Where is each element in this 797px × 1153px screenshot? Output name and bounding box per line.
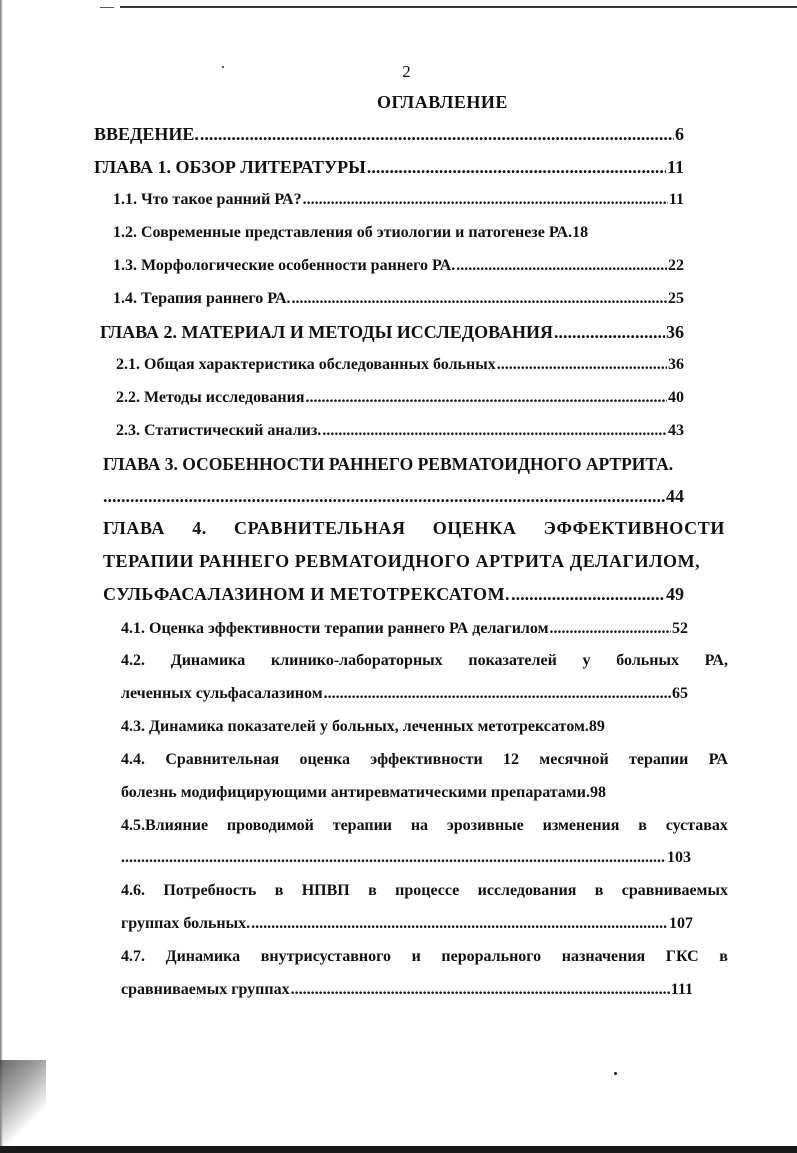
toc-entry-page: 6 — [675, 124, 684, 144]
toc-entry-page: 107 — [669, 915, 693, 932]
toc-entry-page: 40 — [668, 389, 684, 406]
word: 4. — [192, 518, 207, 538]
toc-entry-label: 4.3. Динамика показателей у больных, леченных метотрексатом. — [121, 718, 589, 735]
leader-dots — [549, 617, 671, 641]
toc-entry-page: 111 — [670, 981, 693, 998]
word: клинико-лабораторных — [270, 652, 443, 669]
word: внутрисуставного — [260, 948, 392, 965]
toc-entry-label: 2.1. Общая характеристика обследованных больных — [116, 356, 496, 373]
toc-entry-label: 2.2. Методы исследования — [116, 389, 305, 406]
word: проводимой — [226, 817, 314, 834]
word: Сравнительная — [165, 751, 280, 768]
toc-entry-page: 43 — [668, 422, 684, 439]
leader-dots — [497, 353, 667, 377]
toc-entry-chapter-2[interactable] — [100, 320, 684, 344]
toc-entry-2-2[interactable] — [116, 386, 684, 410]
word: в — [638, 817, 647, 834]
toc-entry-chapter-3-title[interactable]: ГЛАВА 3. ОСОБЕННОСТИ РАННЕГО РЕВМАТОИДНОГО АРТРИТА. — [103, 454, 674, 474]
word: в — [594, 882, 604, 899]
toc-entry-1-1[interactable] — [113, 188, 684, 212]
word: 4.6. — [121, 882, 145, 899]
toc-entry-4-2-line2[interactable] — [121, 682, 688, 706]
toc-entry-page: 65 — [672, 685, 688, 702]
leader-dots — [292, 287, 667, 311]
toc-entry-page: 44 — [666, 486, 684, 506]
toc-entry-label: 1.1. Что такое ранний РА? — [113, 191, 302, 208]
toc-entry-4-4-line1[interactable] — [121, 748, 728, 772]
word: в — [719, 948, 728, 965]
word: 4.4. — [121, 751, 145, 768]
toc-entry-label: группах больных. — [121, 915, 251, 932]
leader-dots — [367, 155, 666, 179]
leader-dots — [305, 386, 667, 410]
word: и — [411, 948, 421, 965]
toc-entry-page: 36 — [668, 356, 684, 373]
word: ГЛАВА — [103, 518, 166, 538]
leader-dots — [554, 320, 665, 344]
word: терапии — [629, 751, 689, 768]
word: Динамика — [170, 652, 246, 669]
toc-entry-page: 98 — [589, 784, 606, 801]
toc-entry-4-1[interactable] — [121, 617, 688, 641]
leader-dots — [251, 912, 668, 936]
toc-entry-label: ВВЕДЕНИЕ. — [94, 124, 199, 144]
word: процессе — [395, 882, 460, 899]
toc-entry-label: сравниваемых группах — [121, 981, 290, 998]
word: РА — [708, 751, 728, 768]
scan-artifact-smudge — [0, 1060, 46, 1150]
toc-entry-label: 1.2. Современные представления об этиологии и патогенезе РА. — [113, 224, 573, 241]
toc-entry-chapter-4-line1[interactable] — [103, 516, 725, 540]
word: 4.5.Влияние — [121, 817, 209, 834]
scan-artifact-bottom-line — [0, 1146, 797, 1153]
toc-entry-chapter-4-line2[interactable]: ТЕРАПИИ РАННЕГО РЕВМАТОИДНОГО АРТРИТА ДЕЛАГИЛОМ, — [103, 551, 701, 571]
toc-entry-4-5-leader[interactable] — [121, 846, 691, 870]
toc-entry-label: СУЛЬФАСАЛАЗИНОМ И МЕТОТРЕКСАТОМ. — [103, 584, 511, 604]
scan-speck — [614, 1072, 617, 1075]
word: НПВП — [301, 882, 350, 899]
word: ГКС — [665, 948, 699, 965]
toc-entry-chapter-4-line3[interactable] — [103, 582, 684, 606]
toc-entry-page: 89 — [588, 718, 605, 735]
toc-entry-chapter-1[interactable] — [94, 155, 684, 179]
toc-entry-intro[interactable] — [94, 122, 684, 146]
leader-dots — [511, 582, 665, 606]
toc-entry-label: 2.3. Статистический анализ. — [116, 422, 322, 439]
toc-entry-label: леченных сульфасалазином — [121, 685, 323, 702]
toc-entry-1-4[interactable] — [113, 287, 684, 311]
word: 12 — [502, 751, 519, 768]
toc-entry-label: 1.3. Морфологические особенности раннего РА. — [113, 257, 456, 274]
toc-entry-2-3[interactable] — [116, 419, 684, 443]
toc-entry-4-4-line2[interactable] — [121, 781, 691, 805]
toc-entry-label: 1.4. Терапия раннего РА. — [113, 290, 291, 307]
word: ОЦЕНКА — [432, 518, 517, 538]
word: изменения — [542, 817, 620, 834]
leader-dots — [291, 978, 670, 1002]
toc-entry-label: ГЛАВА 2. МАТЕРИАЛ И МЕТОДЫ ИССЛЕДОВАНИЯ — [100, 322, 553, 342]
toc-entry-page: 11 — [666, 157, 684, 177]
word: сравниваемых — [621, 882, 728, 899]
word: терапии — [332, 817, 393, 834]
word: 4.7. — [121, 948, 145, 965]
toc-entry-label: болезнь модифицирующими антиревматическими препаратами. — [121, 784, 590, 801]
toc-entry-4-6-line2[interactable] — [121, 912, 693, 936]
toc-entry-4-6-line1[interactable] — [121, 879, 728, 903]
toc-entry-page: 22 — [668, 257, 684, 274]
toc-entry-2-1[interactable] — [116, 353, 684, 377]
scan-artifact-dash — [100, 7, 114, 8]
word: больных — [616, 652, 679, 669]
toc-entry-page: 49 — [666, 584, 684, 604]
word: эрозивные — [446, 817, 524, 834]
toc-entry-1-2[interactable] — [113, 221, 684, 245]
leader-dots — [322, 419, 667, 443]
word: назначения — [561, 948, 646, 965]
leader-dots — [324, 682, 671, 706]
scan-artifact-top-line — [120, 6, 797, 8]
word: ЭФФЕКТИВНОСТИ — [543, 518, 725, 538]
toc-entry-chapter-3-leader — [103, 484, 684, 508]
word: исследования — [477, 882, 577, 899]
toc-entry-4-2-line1[interactable] — [121, 649, 728, 673]
word: Динамика — [165, 948, 241, 965]
toc-entry-page: 52 — [672, 620, 688, 637]
word: 4.2. — [121, 652, 145, 669]
word: в — [274, 882, 284, 899]
toc-entry-4-5-line1[interactable] — [121, 814, 728, 838]
toc-entry-page: 18 — [572, 224, 589, 241]
toc-entry-4-7-line2[interactable] — [121, 978, 693, 1002]
toc-entry-label: 4.1. Оценка эффективности терапии раннего РА делагилом — [121, 620, 549, 637]
scan-artifact-left-edge — [0, 0, 3, 1153]
leader-dots — [456, 254, 667, 278]
leader-dots — [103, 484, 665, 508]
toc-entry-page: 36 — [666, 322, 684, 342]
word: перорального — [441, 948, 542, 965]
toc-entry-1-3[interactable] — [113, 254, 684, 278]
toc-entry-4-7-line1[interactable] — [121, 945, 728, 969]
toc-entry-page: 11 — [668, 191, 684, 208]
leader-dots — [303, 188, 668, 212]
word: у — [582, 652, 591, 669]
word: в — [368, 882, 377, 899]
word: оценка — [299, 751, 350, 768]
toc-entry-page: 103 — [667, 849, 691, 866]
toc-title: ОГЛАВЛЕНИЕ — [377, 92, 508, 112]
toc-entry-page: 25 — [668, 290, 684, 307]
word: суставах — [665, 817, 728, 834]
word: на — [410, 817, 429, 834]
word: месячной — [539, 751, 609, 768]
word: Потребность — [163, 882, 257, 899]
leader-dots — [121, 846, 666, 870]
leader-dots — [200, 122, 674, 146]
word: эффективности — [370, 751, 483, 768]
toc-entry-4-3[interactable] — [121, 715, 691, 739]
word: показателей — [468, 652, 557, 669]
word: РА, — [704, 652, 728, 669]
page-number: 2 — [402, 62, 411, 81]
toc-entry-label: ГЛАВА 1. ОБЗОР ЛИТЕРАТУРЫ — [94, 157, 366, 177]
word: СРАВНИТЕЛЬНАЯ — [234, 518, 406, 538]
